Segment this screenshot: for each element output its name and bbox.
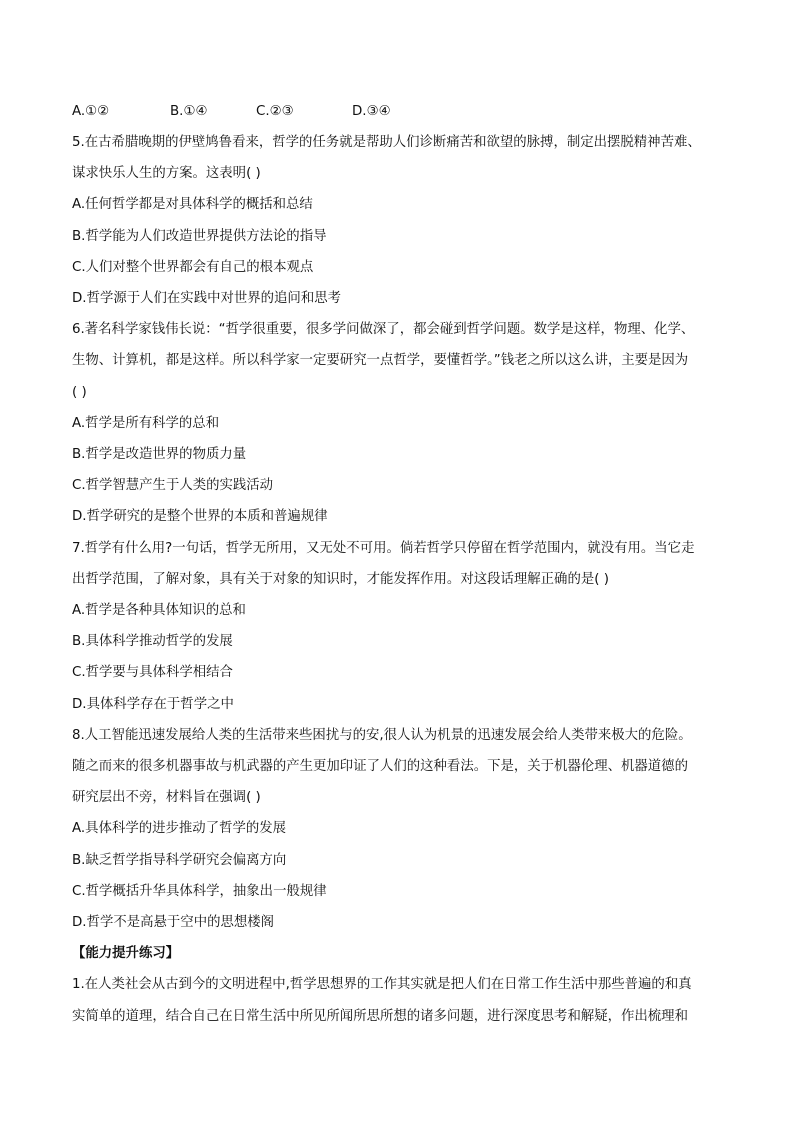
q6-stem-line-1: 6.著名科学家钱伟长说：“哲学很重要，很多学问做深了，都会碰到哲学问题。数学是这样，物理、化学、 [72, 322, 695, 337]
option-a: A.①② [72, 104, 110, 119]
q8-stem-line-3: 研究层出不旁，材料旨在强调( ) [72, 790, 261, 805]
q6-option-a: A.哲学是所有科学的总和 [72, 416, 220, 431]
option-b: B.①④ [170, 104, 208, 119]
q7-stem-line-1: 7.哲学有什么用?一句话，哲学无所用，又无处不可用。倘若哲学只停留在哲学范围内，就没有用。当它走 [72, 541, 695, 556]
q7-option-b: B.具体科学推动哲学的发展 [72, 634, 233, 649]
q8-option-a: A.具体科学的进步推动了哲学的发展 [72, 821, 287, 836]
q8-option-c: C.哲学概括升华具体科学，抽象出一般规律 [72, 884, 327, 899]
prev-question-options [72, 103, 732, 121]
q5-stem-line-1: 5.在古希腊晚期的伊壁鸠鲁看来，哲学的任务就是帮助人们诊断痛苦和欲望的脉搏，制定出摆脱精神苦难、 [72, 135, 701, 150]
q1-stem-line-1: 1.在人类社会从古到今的文明进程中,哲学思想界的工作其实就是把人们在日常工作生活中那些普遍的和真 [72, 977, 692, 992]
q7-stem-line-2: 出哲学范围，了解对象，具有关于对象的知识时，才能发挥作用。对这段话理解正确的是( ) [72, 572, 609, 587]
q5-stem-line-2: 谋求快乐人生的方案。这表明( ) [72, 166, 261, 181]
q7-option-d: D.具体科学存在于哲学之中 [72, 697, 234, 712]
q6-stem-line-3: ( ) [72, 385, 87, 400]
q5-option-d: D.哲学源于人们在实践中对世界的追问和思考 [72, 291, 341, 306]
q8-stem-line-1: 8.人工智能迅速发展给人类的生活带来些困扰与的安,很人认为机景的迅速发展会给人类带来极大的危险。 [72, 728, 692, 743]
q6-option-c: C.哲学智慧产生于人类的实践活动 [72, 478, 274, 493]
q6-option-b: B.哲学是改造世界的物质力量 [72, 447, 247, 462]
q5-option-a: A.任何哲学都是对具体科学的概括和总结 [72, 197, 313, 212]
q7-option-c: C.哲学要与具体科学相结合 [72, 665, 233, 680]
q5-option-b: B.哲学能为人们改造世界提供方法论的指导 [72, 229, 327, 244]
q8-option-d: D.哲学不是高悬于空中的思想楼阁 [72, 915, 275, 930]
option-d: D.③④ [352, 104, 391, 119]
q5-option-c: C.人们对整个世界都会有自己的根本观点 [72, 260, 314, 275]
q8-option-b: B.缺乏哲学指导科学研究会偏离方向 [72, 853, 287, 868]
q1-stem-line-2: 实简单的道理，结合自己在日常生活中所见所闻所思所想的诸多问题，进行深度思考和解疑，作出梳理和 [72, 1009, 688, 1024]
section-title: 【能力提升练习】 [72, 946, 180, 961]
q8-stem-line-2: 随之而来的很多机器事故与机武器的产生更加印证了人们的这种看法。下是，关于机器伦理、机器道德的 [72, 759, 688, 774]
q7-option-a: A.哲学是各种具体知识的总和 [72, 603, 246, 618]
option-c: C.②③ [256, 104, 294, 119]
q6-option-d: D.哲学研究的是整个世界的本质和普遍规律 [72, 509, 328, 524]
q6-stem-line-2: 生物、计算机，都是这样。所以科学家一定要研究一点哲学，要懂哲学。”钱老之所以这么讲，主要是因为 [72, 353, 689, 368]
